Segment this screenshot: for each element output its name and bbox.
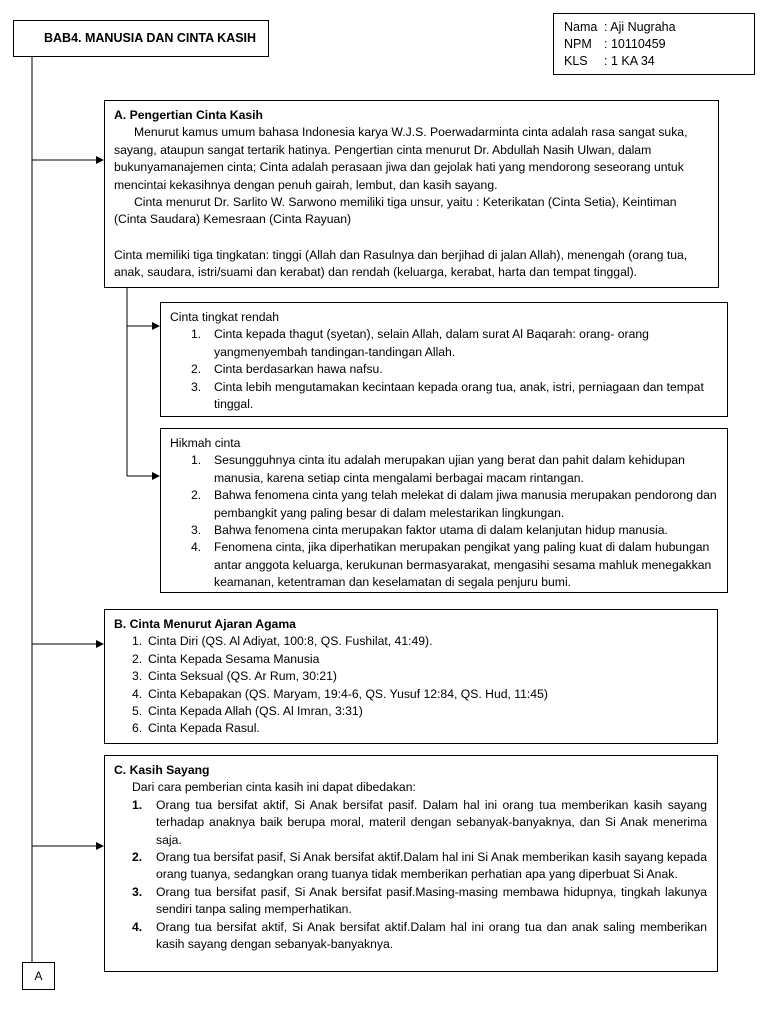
hikmah-cinta-box	[160, 428, 728, 593]
list-number: 4.	[132, 686, 143, 701]
student-npm-value: : 10110459	[604, 37, 666, 51]
student-info-box	[553, 13, 755, 75]
student-info-row-name	[564, 19, 754, 36]
list-number: 3.	[132, 669, 143, 684]
chapter-title: BAB4. MANUSIA DAN CINTA KASIH	[44, 31, 257, 45]
list-number: 6.	[132, 721, 143, 736]
student-name-label: Nama	[564, 20, 598, 34]
list-item	[191, 452, 717, 487]
list-item	[132, 703, 707, 720]
list-text: Cinta Kebapakan (QS. Maryam, 19:4-6, QS. Yusuf 12:84, QS. Hud, 11:45)	[148, 686, 548, 701]
hikmah-list	[170, 452, 717, 591]
student-class-value: : 1 KA 34	[604, 54, 655, 68]
list-text: Bahwa fenomena cinta merupakan faktor utama di dalam kelanjutan hidup manusia.	[214, 523, 668, 538]
list-item	[132, 668, 707, 685]
list-number: 3.	[191, 379, 202, 394]
list-text: Cinta lebih mengutamakan kecintaan kepada orang tua, anak, istri, perniagaan dan tempat tinggal.	[214, 379, 704, 412]
list-item	[132, 633, 707, 650]
list-number: 1.	[132, 634, 143, 649]
list-text: Cinta berdasarkan hawa nafsu.	[214, 362, 383, 377]
list-text: Orang tua bersifat aktif, Si Anak bersifat pasif. Dalam hal ini orang tua memberikan kasih sayang terhadap anaknya baik berupa moral, materil dengan sebanyak-banyaknya, dan Si Anak menerima saja.	[156, 797, 707, 847]
list-text: Cinta Kepada Sesama Manusia	[148, 651, 320, 666]
list-text: Cinta Kepada Rasul.	[148, 721, 260, 736]
student-info-row-class	[564, 53, 754, 70]
list-item	[191, 522, 717, 539]
cinta-rendah-box	[160, 302, 728, 417]
list-item	[132, 686, 707, 703]
list-number: 3.	[132, 884, 143, 899]
student-info-row-npm	[564, 36, 754, 53]
list-item	[132, 849, 707, 884]
list-number: 1.	[191, 453, 202, 468]
list-text: Fenomena cinta, jika diperhatikan merupakan pengikat yang paling kuat di dalam hubungan antar anggota keluarga, kerukunan bermasyarakat, mengasihi sesama mahluk menegakkan keamanan, ketentraman dan keselamatan di segala penjuru bumi.	[214, 540, 712, 590]
list-text: Sesungguhnya cinta itu adalah merupakan ujian yang berat dan pahit dalam kehidupan manusia, karena setiap cinta mengalami berbagai macam rintangan.	[214, 453, 685, 485]
list-text: Cinta kepada thagut (syetan), selain Allah, dalam surat Al Baqarah: orang- orang yangmenyembah tandingan-tandingan Allah.	[214, 327, 649, 359]
list-text: Orang tua bersifat aktif, Si Anak bersifat aktif.Dalam hal ini orang tua dan anak saling memberikan kasih sayang dengan sebanyak-banyaknya.	[156, 919, 707, 952]
section-a-box	[104, 100, 719, 288]
list-number: 2.	[132, 651, 143, 666]
list-item	[191, 361, 717, 378]
list-number: 4.	[191, 540, 202, 555]
section-c-box	[104, 755, 718, 972]
list-item	[132, 797, 707, 849]
section-c-heading: C. Kasih Sayang	[114, 763, 210, 777]
list-number: 1.	[191, 327, 202, 342]
list-text: Cinta Diri (QS. Al Adiyat, 100:8, QS. Fushilat, 41:49).	[148, 634, 433, 649]
list-item	[191, 487, 717, 522]
list-item	[132, 651, 707, 668]
section-a-paragraph-2: Cinta menurut Dr. Sarlito W. Sarwono memiliki tiga unsur, yaitu : Keterikatan (Cinta Setia), Keintiman (Cinta Saudara) Kemesraan (Cinta Rayuan)	[114, 195, 677, 227]
connector-label-box	[22, 962, 55, 990]
list-item	[132, 919, 707, 954]
list-number: 2.	[191, 488, 202, 503]
list-number: 2.	[191, 362, 202, 377]
list-text: Cinta Seksual (QS. Ar Rum, 30:21)	[148, 669, 337, 684]
cinta-rendah-list	[170, 326, 717, 413]
section-b-box	[104, 609, 718, 744]
section-b-heading: B. Cinta Menurut Ajaran Agama	[114, 617, 296, 631]
student-class-label: KLS	[564, 54, 588, 68]
connector-label: A	[34, 969, 43, 983]
section-a-paragraph-3: Cinta memiliki tiga tingkatan: tinggi (Allah dan Rasulnya dan berjihad di jalan Allah), menengah (orang tua, anak, saudara, istri/suami dan kerabat) dan rendah (keluarga, kerabat, harta dan tempat tinggal).	[114, 247, 688, 280]
list-text: Orang tua bersifat pasif, Si Anak bersifat aktif.Dalam hal ini Si Anak memberikan kasih sayang kepada orang tuanya, sedangkan orang tuanya tidak memberikan perhatian apa yang diperbuat Si Anak.	[156, 850, 707, 882]
hikmah-heading: Hikmah cinta	[170, 436, 241, 450]
list-item	[132, 720, 707, 737]
list-number: 1.	[132, 797, 143, 812]
section-a-paragraph-1: Menurut kamus umum bahasa Indonesia karya W.J.S. Poerwadarminta cinta adalah rasa sangat suka, sayang, ataupun sangat tertarik hatinya. Pengertian cinta menurut Dr. Abdullah Nasih Ulwan, dalam bukunyamanajemen cinta; Cinta adalah perasaan jiwa dan gejolak hati yang mendorong seseorang untuk mencintai kekasihnya dengan penuh gairah, lembut, dan kasih sayang.	[114, 125, 688, 192]
list-text: Bahwa fenomena cinta yang telah melekat di dalam jiwa manusia merupakan pendorong dan pembangkit yang paling besar di dalam melestarikan lingkungan.	[214, 488, 717, 520]
section-a-heading: A. Pengertian Cinta Kasih	[114, 108, 263, 122]
chapter-title-box	[13, 20, 269, 57]
list-text: Cinta Kepada Allah (QS. Al Imran, 3:31)	[148, 704, 363, 719]
student-npm-label: NPM	[564, 37, 592, 51]
list-number: 4.	[132, 919, 143, 934]
student-name-value: : Aji Nugraha	[604, 20, 676, 34]
section-b-list	[114, 633, 707, 737]
list-item	[132, 884, 707, 919]
section-c-intro: Dari cara pemberian cinta kasih ini dapat dibedakan:	[132, 780, 416, 795]
list-number: 2.	[132, 850, 143, 865]
list-item	[191, 539, 717, 591]
list-number: 3.	[191, 523, 202, 538]
list-item	[191, 379, 717, 414]
list-text: Orang tua bersifat pasif, Si Anak bersifat pasif.Masing-masing membawa hidupnya, tingkah lakunya sendiri tanpa saling memperhatikan.	[156, 884, 707, 917]
section-c-list	[114, 797, 707, 954]
cinta-rendah-heading: Cinta tingkat rendah	[170, 310, 280, 324]
list-number: 5.	[132, 704, 143, 719]
list-item	[191, 326, 717, 361]
